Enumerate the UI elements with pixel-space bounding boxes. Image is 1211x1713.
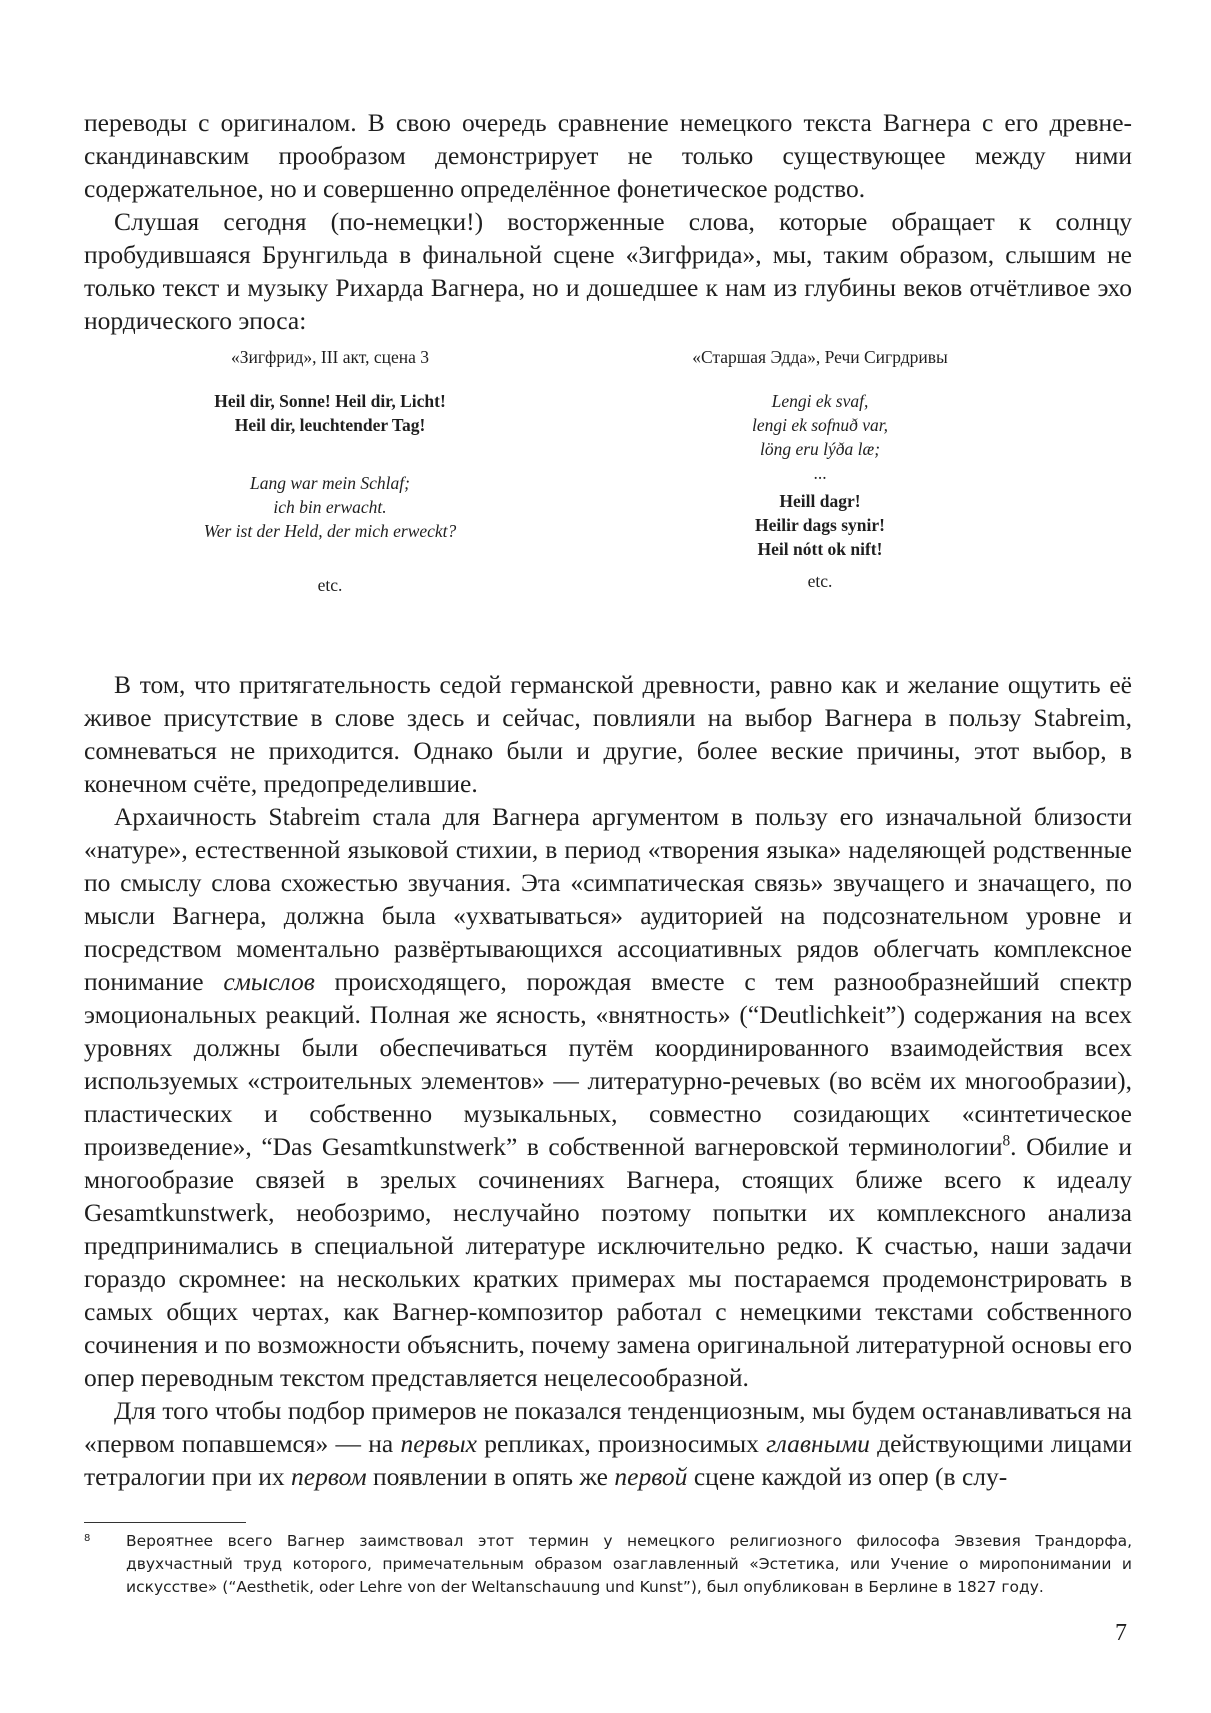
page-number: 7 [1115, 1620, 1127, 1646]
footnote-divider [84, 1522, 246, 1523]
text-run-italic: смыслов [223, 967, 315, 996]
verse-line: Lengi ek svaf, [771, 391, 869, 411]
verse-line: Heil dir, Sonne! Heil dir, Licht! [214, 391, 446, 411]
footnote [84, 1530, 1132, 1599]
text-run-italic: первом [291, 1462, 367, 1491]
verse-line: Heill dagr! [779, 491, 861, 511]
text-run: Архаичность Stabreim стала для Вагнера аргументом в пользу его изначальной близости «натуре», естественной языковой стихии, в период «творения языка» наделяющей родственные по смыслу слова схожестью звучания. Эта «симпатическая связь» звучащего и значащего, по мысли Вагнера, должна была «ухватываться» аудиторией на подсознательном уровне и посредством моментально развёртывающихся ассоциативных рядов облегчать комплексное понимание [84, 802, 1132, 996]
text-run: действующими лицами тетралогии при их [84, 1429, 1132, 1491]
paragraph-1: переводы с оригиналом. В свою очередь сравнение немецкого текста Вагнера с его древне-скандинавским прообразом демонстрирует не только существующее между ними содержательное, но и совершенно определённое фонетическое родство. [84, 108, 1132, 203]
quote-bold-left [120, 389, 540, 437]
quote-column-edda [610, 345, 1030, 645]
quote-italic-right [610, 389, 1030, 485]
verse-line: Wer ist der Held, der mich erweckt? [203, 521, 457, 541]
text-run: . Обилие и многообразие связей в зрелых сочинениях Вагнера, стоящих ближе всего к идеалу Gesamtkunstwerk, необозримо, неслучайно поэтому попытки их комплексного анализа предпринимались в специальной литературе исключительно редко. К счастью, наши задачи гораздо скромнее: на нескольких кратких примерах мы постараемся продемонстрировать в самых общих чертах, как Вагнер-композитор работал с немецкими текстами собственного сочинения и по возможности объяснить, почему замена оригинальной литературной основы его опер переводным текстом представляется нецелесообразной. [84, 1132, 1132, 1392]
verse-line: ich bin erwacht. [273, 497, 387, 517]
quote-etc-left: etc. [317, 575, 343, 595]
verse-line: löng eru lýða læ; [759, 439, 881, 459]
quote-caption-right: «Старшая Эдда», Речи Сигрдривы [692, 347, 948, 367]
footnote-reference[interactable]: 8 [1002, 1132, 1011, 1150]
quote-bold-right [610, 489, 1030, 561]
text-run-italic: первых [400, 1429, 477, 1458]
paragraph-3: В том, что притягательность седой германской древности, равно как и желание ощутить её живое присутствие в слове здесь и сейчас, повлияли на выбор Вагнера в пользу Stabreim, сомневаться не приходится. Однако были и другие, более веские причины, этот выбор, в конечном счёте, предопределившие. [84, 670, 1132, 798]
body-text-main [84, 668, 1132, 1493]
paragraph-5 [84, 1394, 1132, 1493]
verse-line: lengi ek sofnuð var, [751, 415, 889, 435]
text-run-italic: главными [766, 1429, 870, 1458]
text-run: появлении в опять же [366, 1462, 615, 1491]
quote-italic-left [120, 471, 540, 543]
verse-ellipsis: ... [813, 463, 827, 483]
text-run: происходящего, порождая вместе с тем разнообразнейший спектр эмоциональных реакций. Полная же ясность, «внятность» (“Deutlichkeit”) содержания на всех уровнях должны были обеспечиваться путём координированного взаимодействия всех используемых «строительных элементов» — литературно-речевых (во всём их многообразии), пластических и собственно музыкальных, совместно созидающих «синтетическое произведение», “Das Gesamtkunstwerk” в собственной вагнеровской терминологии [84, 967, 1132, 1161]
verse-line: Heil nótt ok nift! [757, 539, 883, 559]
text-run: сцене каждой из опер (в слу- [687, 1462, 1008, 1491]
quote-etc-right: etc. [807, 571, 833, 591]
body-text-top [84, 106, 1132, 337]
verse-line: Heil dir, leuchtender Tag! [234, 415, 426, 435]
text-run: репликах, произносимых [476, 1429, 767, 1458]
footnote-mark: 8 [84, 1533, 91, 1544]
paragraph-2: Слушая сегодня (по-немецки!) восторженные слова, которые обращает к солнцу пробудившаяся Брунгильда в финальной сцене «Зигфрида», мы, таким образом, слышим не только текст и музыку Рихарда Вагнера, но и дошедшее к нам из глубины веков отчётливое эхо нордического эпоса: [84, 207, 1132, 335]
quote-caption-left: «Зигфрид», III акт, сцена 3 [230, 347, 430, 367]
verse-line: Heilir dags synir! [755, 515, 885, 535]
verse-line: Lang war mein Schlaf; [250, 473, 410, 493]
paragraph-4 [84, 800, 1132, 1394]
text-run: Для того чтобы подбор примеров не показался тенденциозным, мы будем останавливаться на «первом попавшемся» — на [84, 1396, 1132, 1458]
quote-column-siegfried [120, 345, 540, 645]
text-run-italic: первой [614, 1462, 688, 1491]
footnote-text: Вероятнее всего Вагнер заимствовал этот термин у немецкого религиозного философа Эвзевия Трандорфа, двухчастный труд которого, примечательным образом озаглавленный «Эстетика, или Учение о миропонимании и искусстве» (“Aesthetik, oder Lehre von der Weltanschauung und Kunst”), был опубликован в Берлине в 1827 году. [126, 1532, 1132, 1596]
